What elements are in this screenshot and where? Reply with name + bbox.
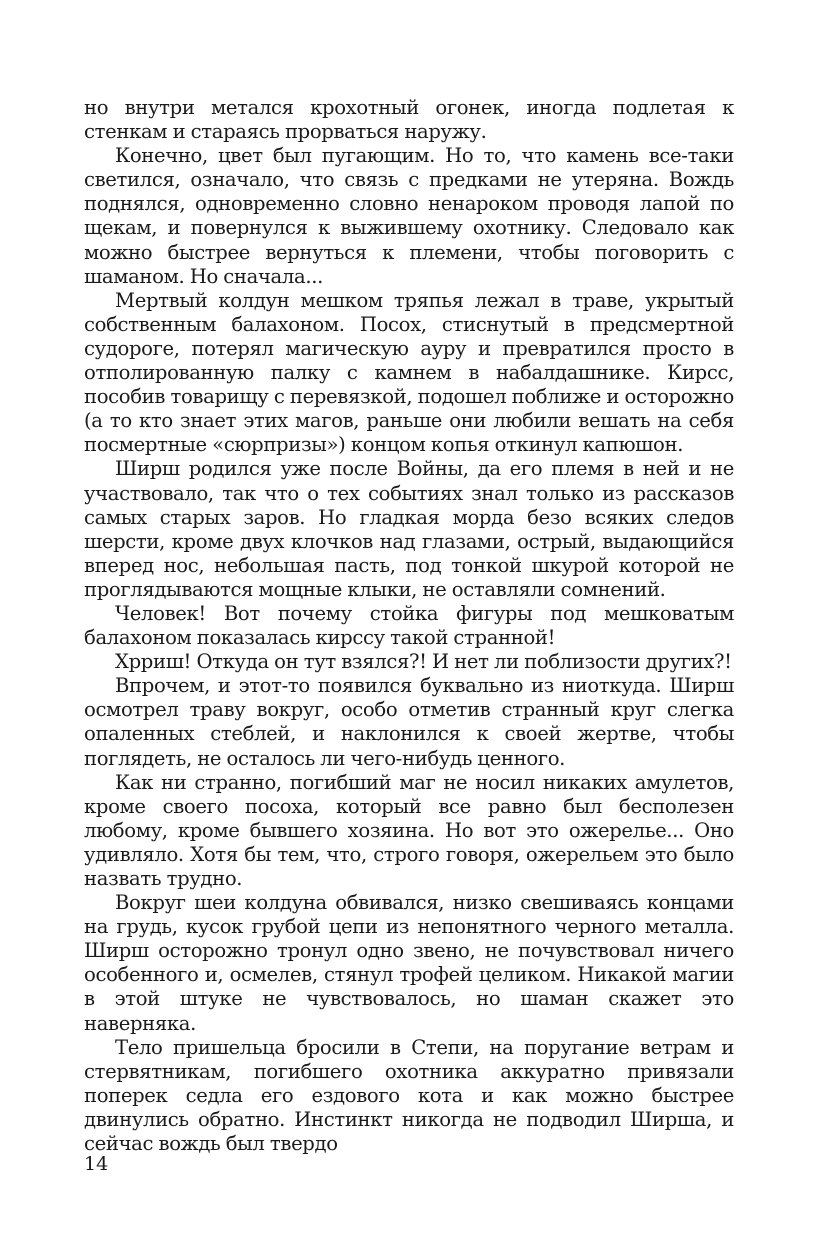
paragraph: Как ни странно, погибший маг не носил никаких амулетов, кроме своего посоха, который все равно был бесполезен любому, кроме бывшего хозяина. Но вот это ожерелье... Оно удивляло. Хотя бы тем, что, строго говоря, ожерельем это было назвать трудно. [84,770,734,890]
page-body [84,96,734,1156]
paragraph: Человек! Вот почему стойка фигуры под мешковатым балахоном показалась кирссу такой странной! [84,601,734,650]
paragraph-continuation: но внутри метался крохотный огонек, иногда подлетая к стенкам и стараясь прорваться наружу. [84,96,734,144]
paragraph: Ширш родился уже после Войны, да его племя в ней и не участвовало, так что о тех событиях знал только из рассказов самых старых заров. Но гладкая морда безо всяких следов шерсти, кроме двух клочков над глазами, острый, выдающийся вперед нос, небольшая пасть, под тонкой шкурой которой не проглядываются мощные клыки, не оставляли сомнений. [84,457,734,601]
paragraph: Мертвый колдун мешком тряпья лежал в траве, укрытый собственным балахоном. Посох, стиснутый в предсмертной судороге, потерял магическую ауру и превратился просто в отполированную палку с камнем в набалдашнике. Кирсс, пособив товарищу с перевязкой, подошел поближе и осторожно (а то кто знает этих магов, раньше они любили вешать на себя посмертные «сюрпризы») концом копья откинул капюшон. [84,288,734,457]
page-number: 14 [84,1153,109,1175]
paragraph: Вокруг шеи колдуна обвивался, низко свешиваясь концами на грудь, кусок грубой цепи из непонятного черного металла. Ширш осторожно тронул одно звено, не почувствовал ничего особенного и, осмелев, стянул трофей целиком. Никакой магии в этой штуке не чувствовалось, но шаман скажет это наверняка. [84,891,734,1035]
paragraph: Впрочем, и этот-то появился буквально из ниоткуда. Ширш осмотрел траву вокруг, особо отметив странный круг слегка опаленных стеблей, и наклонился к своей жертве, чтобы поглядеть, не осталось ли чего-нибудь ценного. [84,674,734,770]
paragraph: Хрриш! Откуда он тут взялся?! И нет ли поблизости других?! [115,650,732,674]
paragraph: Конечно, цвет был пугающим. Но то, что камень все-таки светился, означало, что связь с предками не утеряна. Вождь поднялся, одновременно словно ненароком проводя лапой по щекам, и повернулся к выжившему охотнику. Следовало как можно быстрее вернуться к племени, чтобы поговорить с шаманом. Но сначала... [84,144,734,288]
paragraph: Тело пришельца бросили в Степи, на поругание ветрам и стервятникам, погибшего охотника аккуратно привязали поперек седла его ездового кота и как можно быстрее двинулись обратно. Инстинкт никогда не подводил Ширша, и сейчас вождь был твердо [84,1035,734,1156]
